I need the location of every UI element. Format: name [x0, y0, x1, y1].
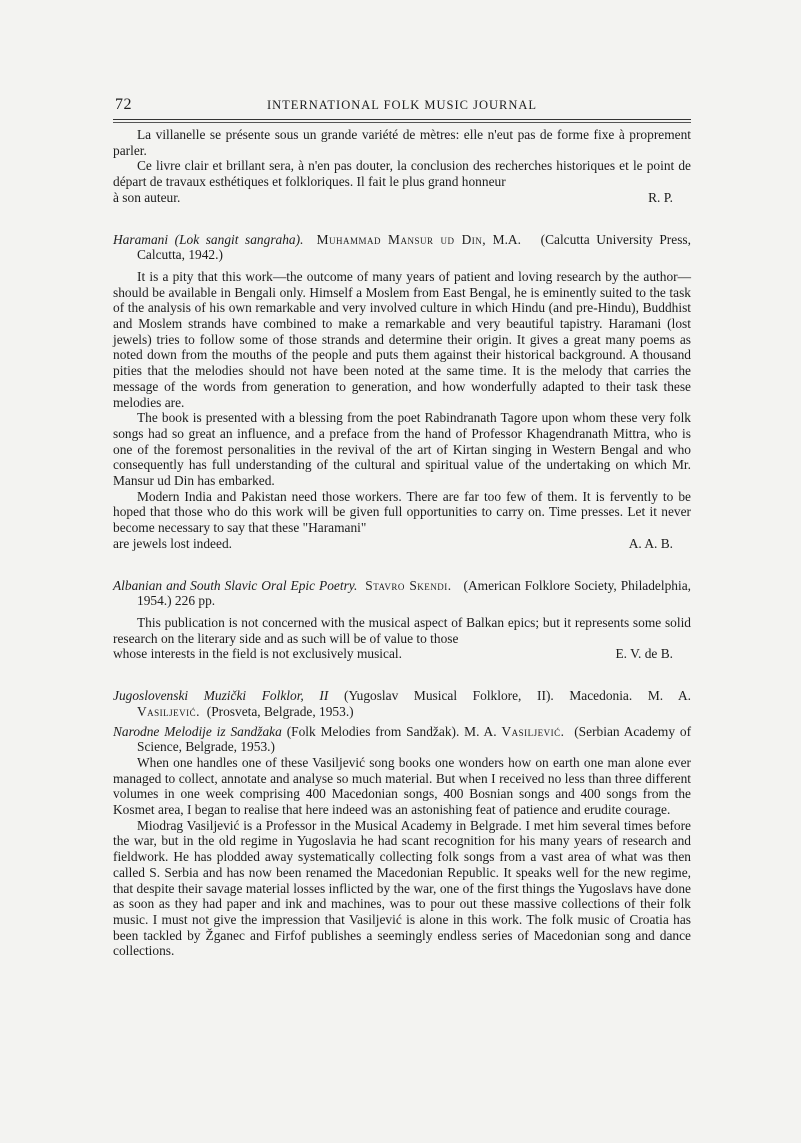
book-title: Haramani (Lok sangit sangraha).: [113, 231, 304, 247]
page-content: [113, 96, 691, 959]
reviewer-signature: R. P.: [648, 189, 673, 205]
page-number: 72: [115, 96, 132, 113]
book-publisher: (American Folklore Society, Philadelphia, 1954.) 226 pp.: [137, 577, 691, 609]
review-vasiljevic: [113, 688, 691, 959]
reviewer-signature: E. V. de B.: [615, 646, 673, 662]
review-haramani: [113, 232, 691, 552]
book-title: Jugoslovenski Muzički Folklor, II: [113, 688, 329, 704]
paragraph-end: are jewels lost indeed.: [113, 535, 232, 551]
paragraph-last-line: [113, 536, 691, 552]
book-author: Muhammad Mansur ud Din,: [316, 231, 487, 247]
paragraph-last-line: [113, 646, 691, 662]
paragraph: It is a pity that this work—the outcome of many years of patient and loving research by the author—should be available in Bengali only. Himself a Moslem from East Bengal, he is eminently suited to the task of the analysis of his own remarkable and very involved culture in which Hindu (and pre-Hindu), Buddhist and Moslem strands have combined to make a remarkable and very beautiful tapistry. Haramani (lost jewels) tries to follow some of those strands and determine their origin. It gives a great many poems as noted down from the mouths of the people and puts them against their historical background. A thousand pities that the melodies should not have been noted at the same time. It is the melody that carries the message of the words from generation to generation, and how wonderfully adapted to their task these melodies are.: [113, 268, 691, 410]
book-author: Vasiljević.: [501, 723, 565, 739]
paragraph: The book is presented with a blessing from the poet Rabindranath Tagore upon whom these very folk songs had so great an influence, and a preface from the hand of Professor Khagendranath Mittra, who is one of the foremost personalities in the revival of the art of Kirtan singing in Western Bengal and who consequently has full understanding of the cultural and spiritual value of the undertaking on which Mr. Mansur ud Din has embarked.: [113, 410, 691, 489]
review-villanelle-tail: [113, 127, 691, 206]
paragraph: When one handles one of these Vasiljević song books one wonders how on earth one man alone ever managed to collect, annotate and analyse so much material. But when I received no less than three different volumes in one week comprising 400 Macedonian songs, 400 Bosnian songs and 400 songs from the Kosmet area, I began to realise that here indeed was an astonishing feat of patience and erudite courage.: [113, 754, 691, 818]
author-degree: M.A.: [492, 231, 521, 247]
paragraph: Miodrag Vasiljević is a Professor in the Musical Academy in Belgrade. I met him several times before the war, but in the old regime in Yugoslavia he had scant recognition for his many years of research and fieldwork. He has plodded away systematically collecting folk songs from a vast area of what was then called S. Serbia and has now been renamed the Macedonian Republic. It speaks well for the new regime, that despite their savage material losses inflicted by the war, one of the first things the Yugoslavs have done as soon as they had paper and ink and machines, was to pour out these massive collections of their folk music. I must not give the impression that Vasiljević is alone in this work. The folk music of Croatia has been tackled by Žganec and Firfof publishes a seemingly endless series of Macedonian song and dance collections.: [113, 817, 691, 959]
review-title: [113, 578, 691, 609]
book-publisher: (Serbian Academy of Science, Belgrade, 1953.): [137, 723, 692, 755]
running-title: INTERNATIONAL FOLK MUSIC JOURNAL: [266, 98, 538, 112]
book-author: Vasiljević.: [137, 703, 201, 719]
review-title: [113, 688, 691, 719]
book-subtitle: (Folk Melodies from Sandžak). M. A.: [286, 723, 497, 739]
book-author: Stavro Skendi.: [365, 577, 452, 593]
paragraph: This publication is not concerned with the musical aspect of Balkan epics; but it represents some solid research on the literary side and as such will be of value to those: [113, 614, 691, 646]
paragraph-end: whose interests in the field is not exclusively musical.: [113, 646, 402, 662]
review-title: [113, 724, 691, 755]
book-publisher: (Calcutta University Press, Calcutta, 1942.): [137, 231, 691, 263]
book-publisher: (Prosveta, Belgrade, 1953.): [206, 703, 354, 719]
paragraph-end: à son auteur.: [113, 189, 181, 205]
review-title: [113, 232, 691, 263]
book-title: Narodne Melodije iz Sandžaka: [113, 723, 282, 739]
paragraph: Modern India and Pakistan need those workers. There are far too few of them. It is fervently to be hoped that those who do this work will be given full opportunities to carry on. Time presses. Let it never become necessary to say that these "Haramani": [113, 488, 691, 536]
page-header: [113, 96, 691, 118]
paragraph-last-line: [113, 190, 691, 206]
reviewer-signature: A. A. B.: [628, 535, 673, 551]
book-title: Albanian and South Slavic Oral Epic Poetry.: [113, 577, 358, 593]
book-subtitle: (Yugoslav Musical Folklore, II). Macedonia. M. A.: [343, 688, 692, 704]
paragraph: La villanelle se présente sous un grande variété de mètres: elle n'eut pas de forme fixe à proprement parler.: [113, 127, 691, 158]
paragraph: Ce livre clair et brillant sera, à n'en pas douter, la conclusion des recherches historiques et le point de départ de travaux esthétiques et folkloriques. Il fait le plus grand honneur: [113, 158, 691, 190]
header-rule: [113, 119, 691, 120]
review-albanian-epic: [113, 578, 691, 663]
